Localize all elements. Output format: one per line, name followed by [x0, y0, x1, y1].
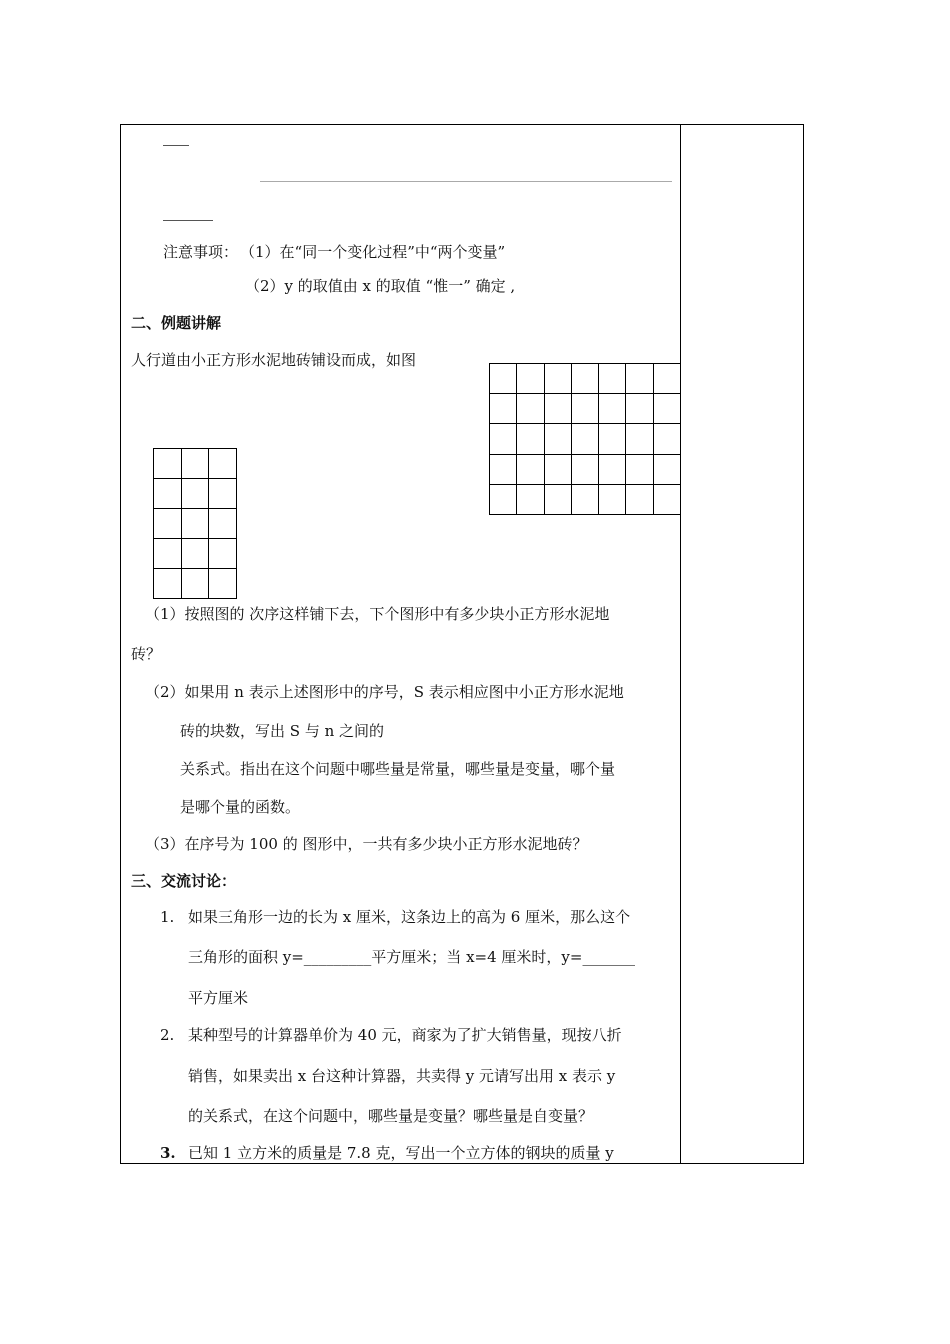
problem-1-line-3: 平方厘米	[188, 989, 249, 1007]
problem-2-line-1: 某种型号的计算器单价为 40 元，商家为了扩大销售量，现按八折	[188, 1026, 622, 1044]
question-2-line-1: （2）如果用 n 表示上述图形中的序号，S 表示相应图中小正方形水泥地	[145, 683, 624, 701]
large-tile-grid	[489, 363, 681, 515]
problem-3-number: 3.	[160, 1144, 176, 1162]
question-2-line-4: 是哪个量的函数。	[180, 798, 301, 816]
problem-1-number: 1.	[160, 908, 175, 926]
blank-line-short-top	[163, 145, 189, 146]
question-1-line-1: （1）按照图的 次序这样铺下去，下个图形中有多少块小正方形水泥地	[145, 605, 610, 623]
problem-2-line-3: 的关系式，在这个问题中，哪些量是变量？哪些量是自变量？	[188, 1107, 594, 1125]
problem-3-line-1: 已知 1 立方米的质量是 7.8 克，写出一个立方体的钢块的质量 y	[188, 1144, 614, 1162]
notes-item-2: （2）y 的取值由 x 的取值 “惟一” 确定 ,	[245, 277, 516, 295]
column-divider	[680, 124, 681, 1164]
small-tile-grid	[153, 448, 237, 599]
section3-heading: 三、交流讨论：	[131, 872, 237, 890]
blank-line-short-bottom	[163, 220, 213, 221]
question-1-line-2: 砖？	[131, 645, 162, 663]
question-2-line-2: 砖的块数，写出 S 与 n 之间的	[180, 722, 385, 740]
problem-1-line-2: 三角形的面积 y=_________平方厘米；当 x=4 厘米时，y=_______	[188, 948, 635, 966]
question-3: （3）在序号为 100 的 图形中，一共有多少块小正方形水泥地砖？	[145, 835, 588, 853]
problem-2-number: 2.	[160, 1026, 175, 1044]
problem-1-line-1: 如果三角形一边的长为 x 厘米，这条边上的高为 6 厘米，那么这个	[188, 908, 631, 926]
section2-heading: 二、例题讲解	[131, 314, 222, 332]
blank-line-long	[260, 181, 672, 182]
problem-2-line-2: 销售，如果卖出 x 台这种计算器，共卖得 y 元请写出用 x 表示 y	[188, 1067, 616, 1085]
section2-intro: 人行道由小正方形水泥地砖铺设而成，如图	[131, 351, 417, 369]
notes-title: 注意事项：	[163, 243, 239, 261]
question-2-line-3: 关系式。指出在这个问题中哪些量是常量，哪些量是变量，哪个量	[180, 760, 616, 778]
notes-item-1: （1）在“同一个变化过程”中“两个变量”	[240, 243, 506, 261]
